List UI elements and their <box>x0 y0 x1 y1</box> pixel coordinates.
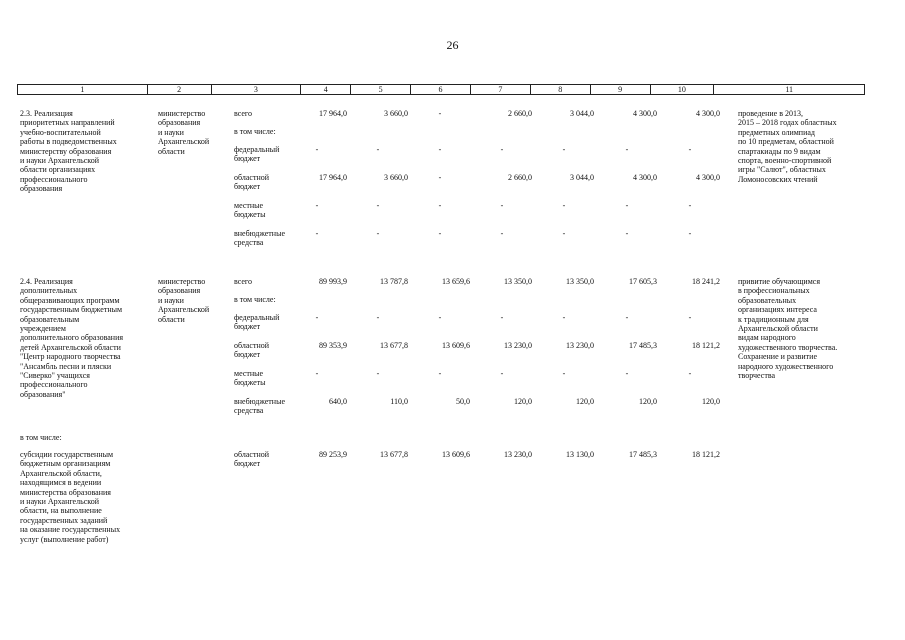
s23-note: проведение в 2013, 2015 – 2018 годах областных предметных олимпиад по 10 предметам, областной спартакиады по 9 видам спорта, военно-спортивной игры "Салют", областных Ломоносовских чтений <box>738 109 837 184</box>
s23-source-1: в том числе: <box>234 127 276 136</box>
s23-value: - <box>315 201 319 210</box>
s23-value: - <box>625 201 629 210</box>
header-col-4: 4 <box>301 85 351 94</box>
s24-value: 13 787,8 <box>380 277 408 286</box>
s23-source-3: областной бюджет <box>234 173 270 192</box>
s23-value: 2 660,0 <box>508 109 532 118</box>
s24-value: - <box>500 369 504 378</box>
s24-value: 13 350,0 <box>504 277 532 286</box>
s23-value: - <box>688 201 692 210</box>
s24-value: - <box>562 369 566 378</box>
s23-value: 4 300,0 <box>696 173 720 182</box>
s24-value: 120,0 <box>514 397 532 406</box>
s24-value: 13 677,8 <box>380 341 408 350</box>
s24-value: 13 350,0 <box>566 277 594 286</box>
header-col-7: 7 <box>471 85 531 94</box>
s23-value: - <box>688 229 692 238</box>
s23-source-5: внебюджетные средства <box>234 229 285 248</box>
s23-value: - <box>438 201 442 210</box>
s24-value: 13 659,6 <box>442 277 470 286</box>
s24-value: - <box>562 313 566 322</box>
s23-source-4: местные бюджеты <box>234 201 266 220</box>
s24-executor: министерство образования и науки Архангельской области <box>158 277 210 324</box>
s23-value: - <box>500 229 504 238</box>
s23-value: - <box>562 229 566 238</box>
s24-value: - <box>315 313 319 322</box>
s23-title: 2.3. Реализация приоритетных направлений учебно-воспитательной работы в подведомственных министерству образования и науки Архангельской области организациях профессионального образования <box>20 109 117 194</box>
s23-value: 4 300,0 <box>696 109 720 118</box>
subsidy-value: 89 253,9 <box>319 450 347 459</box>
s24-source-0: всего <box>234 277 253 286</box>
header-col-10: 10 <box>651 85 715 94</box>
header-col-3: 3 <box>212 85 302 94</box>
s24-value: 13 609,6 <box>442 341 470 350</box>
s24-source-5: внебюджетные средства <box>234 397 285 416</box>
header-col-5: 5 <box>351 85 411 94</box>
s24-value: 13 230,0 <box>566 341 594 350</box>
s23-value: 3 044,0 <box>570 173 594 182</box>
s23-value: - <box>438 173 442 182</box>
subsidy-value: 13 609,6 <box>442 450 470 459</box>
s24-source-2: федеральный бюджет <box>234 313 280 332</box>
s23-value: - <box>376 145 380 154</box>
s24-value: 89 353,9 <box>319 341 347 350</box>
s24-value: - <box>625 313 629 322</box>
s24-value: - <box>500 313 504 322</box>
s23-value: - <box>500 201 504 210</box>
s24-source-3: областной бюджет <box>234 341 270 360</box>
s23-value: - <box>562 201 566 210</box>
header-col-11: 11 <box>785 85 794 94</box>
s24-value: - <box>438 369 442 378</box>
s23-value: - <box>315 229 319 238</box>
subsidy-value: 13 677,8 <box>380 450 408 459</box>
s23-value: - <box>500 145 504 154</box>
s24-value: 110,0 <box>390 397 408 406</box>
subsidy-value: 13 230,0 <box>504 450 532 459</box>
subsidy-title: субсидии государственным бюджетным организациям Архангельской области, находящимся в ведении министерства образования и науки Архангельской области, на выполнение государственных заданий на оказание государственных услуг (выполнение работ) <box>20 450 121 544</box>
s23-value: - <box>688 145 692 154</box>
s24-value: - <box>625 369 629 378</box>
s24-value: 13 230,0 <box>504 341 532 350</box>
s23-value: - <box>438 109 442 118</box>
s23-value: - <box>438 229 442 238</box>
including-label: в том числе: <box>20 433 62 442</box>
s23-value: - <box>376 201 380 210</box>
s23-value: - <box>438 145 442 154</box>
s23-value: - <box>315 145 319 154</box>
s24-source-4: местные бюджеты <box>234 369 266 388</box>
s23-executor: министерство образования и науки Архангельской области <box>158 109 210 156</box>
s23-value: - <box>625 229 629 238</box>
s24-note: привитие обучающимся в профессиональных образовательных организациях интереса к традиционным для Архангельской области видам народного художественного творчества. Сохранение и развитие народного художественного творчества <box>738 277 838 381</box>
s24-value: - <box>376 369 380 378</box>
s24-value: - <box>688 369 692 378</box>
s23-value: 17 964,0 <box>319 109 347 118</box>
header-col-6: 6 <box>411 85 471 94</box>
s24-value: 18 241,2 <box>692 277 720 286</box>
s23-value: - <box>625 145 629 154</box>
s23-value: 3 660,0 <box>384 109 408 118</box>
page-number: 26 <box>446 38 459 52</box>
subsidy-value: 17 485,3 <box>629 450 657 459</box>
s24-source-1: в том числе: <box>234 295 276 304</box>
s24-value: 120,0 <box>576 397 594 406</box>
header-col-9: 9 <box>591 85 651 94</box>
s23-source-2: федеральный бюджет <box>234 145 280 164</box>
s23-value: 2 660,0 <box>508 173 532 182</box>
s23-value: - <box>376 229 380 238</box>
table-header-row <box>17 84 865 95</box>
s23-value: 4 300,0 <box>633 173 657 182</box>
s24-value: 17 485,3 <box>629 341 657 350</box>
s24-value: 89 993,9 <box>319 277 347 286</box>
s24-value: 120,0 <box>702 397 720 406</box>
s24-value: - <box>376 313 380 322</box>
subsidy-value: 18 121,2 <box>692 450 720 459</box>
subsidy-source: областной бюджет <box>234 450 270 469</box>
s24-title: 2.4. Реализация дополнительных общеразвивающих программ государственным бюджетным образовательным учреждением дополнительного образования детей Архангельской области "Центр народного творчества "Ансамбль песни и пляски "Сиверко" учащихся профессионального образования" <box>20 277 124 399</box>
s24-value: - <box>438 313 442 322</box>
header-col-2: 2 <box>148 85 212 94</box>
subsidy-value: 13 130,0 <box>566 450 594 459</box>
s24-value: - <box>315 369 319 378</box>
s24-value: 640,0 <box>329 397 347 406</box>
s23-value: 4 300,0 <box>633 109 657 118</box>
s23-value: 3 044,0 <box>570 109 594 118</box>
s24-value: 18 121,2 <box>692 341 720 350</box>
s24-value: 17 605,3 <box>629 277 657 286</box>
s23-value: - <box>562 145 566 154</box>
header-col-1: 1 <box>18 85 148 94</box>
s23-value: 3 660,0 <box>384 173 408 182</box>
s23-value: 17 964,0 <box>319 173 347 182</box>
s24-value: - <box>688 313 692 322</box>
s24-value: 120,0 <box>639 397 657 406</box>
s24-value: 50,0 <box>456 397 470 406</box>
header-col-8: 8 <box>531 85 591 94</box>
s23-source-0: всего <box>234 109 253 118</box>
